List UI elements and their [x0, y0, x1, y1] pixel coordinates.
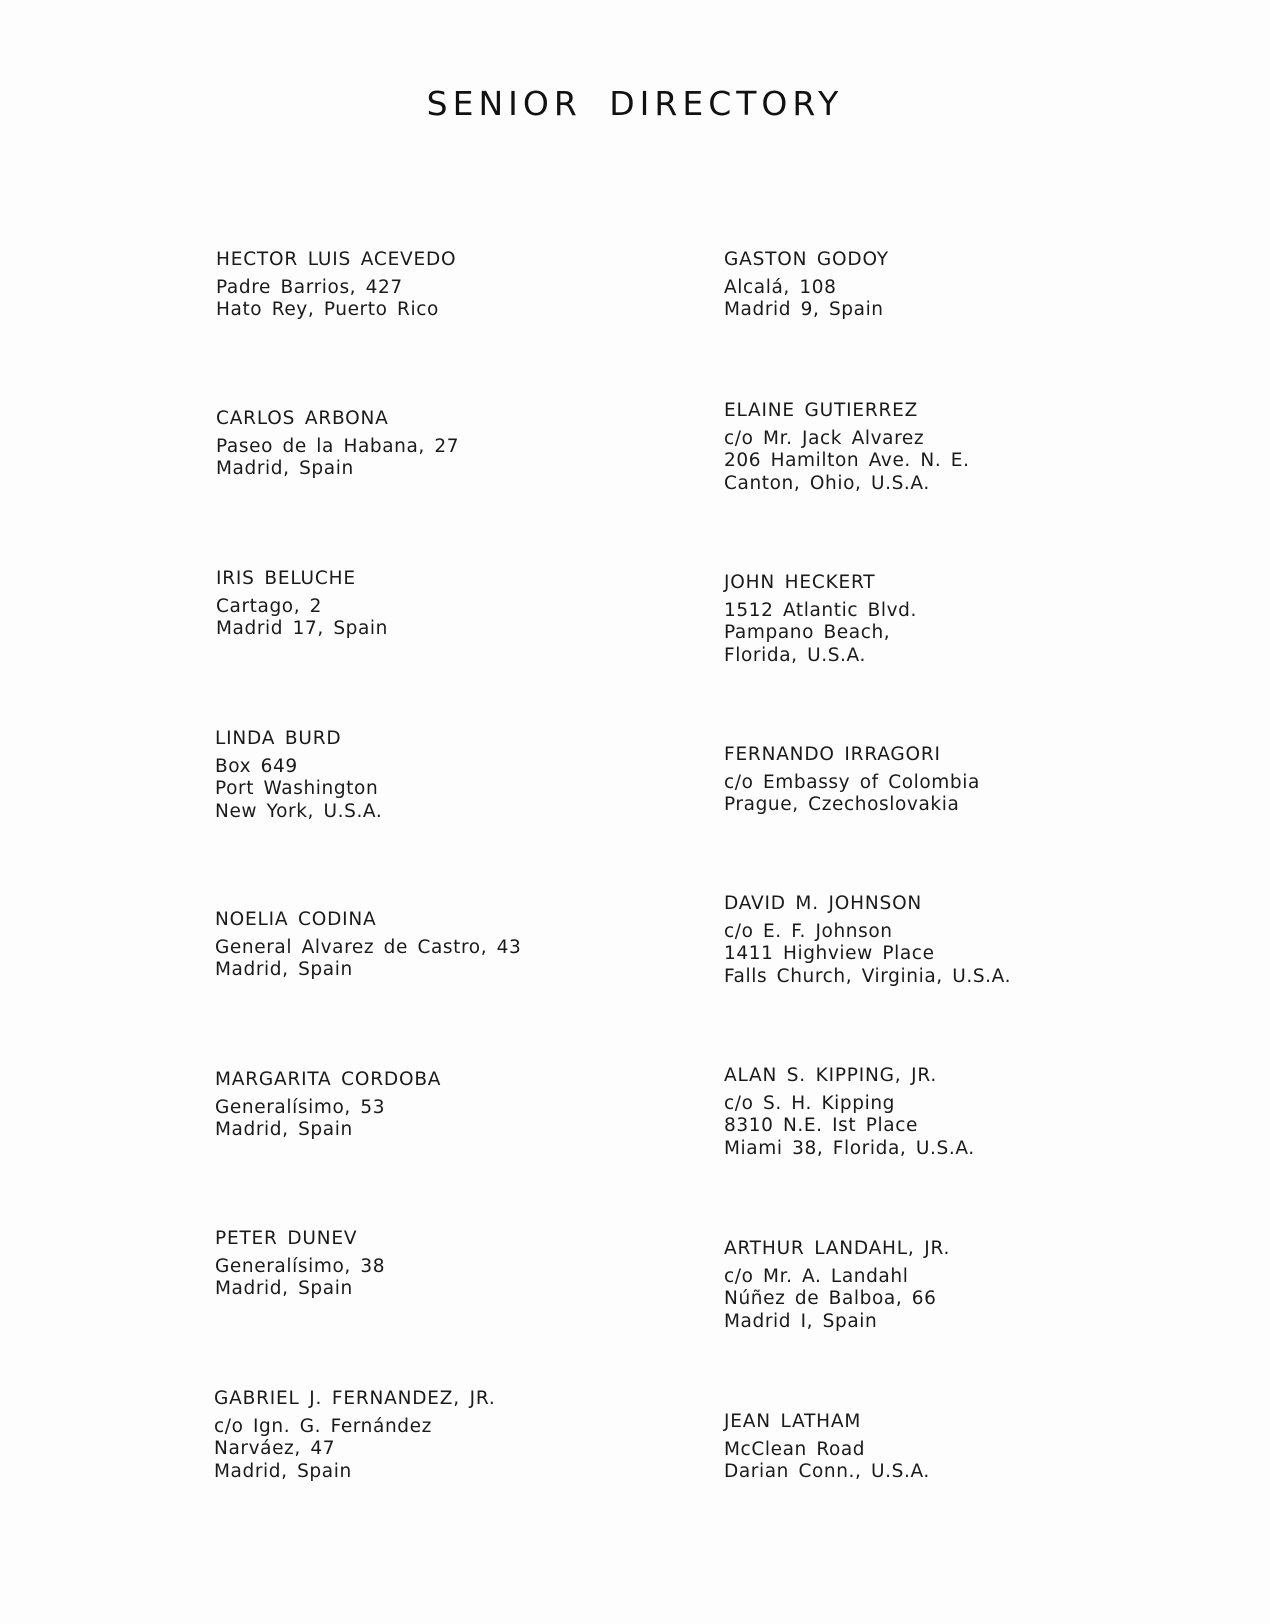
entry-name: ELAINE GUTIERREZ — [724, 400, 919, 421]
entry-name: GABRIEL J. FERNANDEZ, JR. — [214, 1388, 496, 1409]
entry-address-line: Madrid 17, Spain — [216, 618, 389, 639]
entry-address-line: Florida, U.S.A. — [724, 644, 866, 666]
entry-address-line: Narváez, 47 — [214, 1438, 336, 1459]
directory-entry — [724, 1238, 950, 1333]
entry-address-line: McClean Road — [724, 1438, 866, 1460]
entry-address-line: Madrid, Spain — [215, 1119, 353, 1140]
entry-name: LINDA BURD — [215, 728, 342, 749]
directory-entry — [724, 1411, 930, 1484]
directory-entry — [215, 1228, 385, 1301]
entry-address-line: c/o Mr. Jack Alvarez — [724, 427, 925, 449]
entry-address-line: Madrid, Spain — [216, 458, 354, 479]
entry-name: ARTHUR LANDAHL, JR. — [724, 1238, 951, 1259]
directory-entry — [724, 1065, 975, 1160]
entry-address-line: 206 Hamilton Ave. N. E. — [724, 450, 970, 471]
directory-entry — [215, 1069, 441, 1142]
entry-address-line: 8310 N.E. Ist Place — [724, 1115, 918, 1136]
page-title: SENIOR DIRECTORY — [426, 84, 844, 123]
entry-address-line: Hato Rey, Puerto Rico — [216, 299, 439, 320]
entry-name: DAVID M. JOHNSON — [724, 893, 923, 914]
entry-address-line: c/o Ign. G. Fernández — [214, 1415, 432, 1437]
entry-address-line: Box 649 — [215, 755, 298, 777]
entry-name: ALAN S. KIPPING, JR. — [724, 1065, 938, 1086]
entry-address-line: c/o E. F. Johnson — [724, 920, 893, 942]
entry-name: NOELIA CODINA — [215, 909, 377, 930]
entry-address-line: Paseo de la Habana, 27 — [216, 435, 460, 457]
directory-entry — [724, 400, 970, 495]
entry-address-line: Canton, Ohio, U.S.A. — [724, 472, 930, 494]
entry-address-line: Padre Barrios, 427 — [216, 276, 403, 298]
entry-address-line: Madrid, Spain — [214, 1460, 352, 1482]
entry-address-line: 1512 Atlantic Blvd. — [724, 599, 917, 621]
entry-name: HECTOR LUIS ACEVEDO — [216, 249, 457, 270]
directory-entry — [215, 728, 382, 823]
entry-address-line: Port Washington — [215, 778, 379, 799]
entry-address-line: Pampano Beach, — [724, 622, 891, 643]
entry-address-line: Falls Church, Virginia, U.S.A. — [724, 965, 1012, 987]
entry-address-line: Núñez de Balboa, 66 — [724, 1288, 937, 1309]
entry-address-line: Madrid, Spain — [215, 959, 353, 980]
entry-address-line: c/o Mr. A. Landahl — [724, 1265, 909, 1287]
entry-address-line: Cartago, 2 — [216, 595, 323, 617]
entry-address-line: Generalísimo, 53 — [215, 1096, 386, 1118]
entry-name: PETER DUNEV — [215, 1228, 358, 1249]
entry-address-line: Darian Conn., U.S.A. — [724, 1461, 930, 1482]
entry-address-line: c/o S. H. Kipping — [724, 1092, 896, 1114]
directory-entry — [214, 1388, 496, 1483]
entry-name: GASTON GODOY — [724, 249, 889, 270]
directory-entry — [724, 893, 1011, 988]
entry-address-line: Generalísimo, 38 — [215, 1255, 386, 1277]
entry-address-line: General Alvarez de Castro, 43 — [215, 936, 522, 958]
directory-entry — [216, 249, 456, 322]
entry-address-line: Madrid I, Spain — [724, 1310, 878, 1332]
directory-entry — [215, 909, 521, 982]
entry-name: FERNANDO IRRAGORI — [724, 744, 941, 765]
entry-name: JEAN LATHAM — [724, 1411, 862, 1432]
entry-name: JOHN HECKERT — [724, 572, 876, 593]
entry-address-line: Alcalá, 108 — [724, 276, 837, 298]
entry-address-line: New York, U.S.A. — [215, 800, 383, 822]
entry-address-line: Madrid, Spain — [215, 1278, 353, 1299]
entry-address-line: Prague, Czechoslovakia — [724, 794, 960, 815]
entry-name: MARGARITA CORDOBA — [215, 1069, 442, 1090]
entry-address-line: Madrid 9, Spain — [724, 299, 884, 320]
directory-entry — [724, 744, 980, 817]
entry-address-line: Miami 38, Florida, U.S.A. — [724, 1137, 975, 1159]
entry-address-line: c/o Embassy of Colombia — [724, 771, 980, 793]
directory-entry — [724, 572, 917, 667]
directory-entry — [216, 568, 388, 641]
directory-entry — [724, 249, 889, 322]
entry-name: IRIS BELUCHE — [216, 568, 356, 589]
directory-entry — [216, 408, 459, 481]
entry-name: CARLOS ARBONA — [216, 408, 389, 429]
entry-address-line: 1411 Highview Place — [724, 943, 935, 964]
